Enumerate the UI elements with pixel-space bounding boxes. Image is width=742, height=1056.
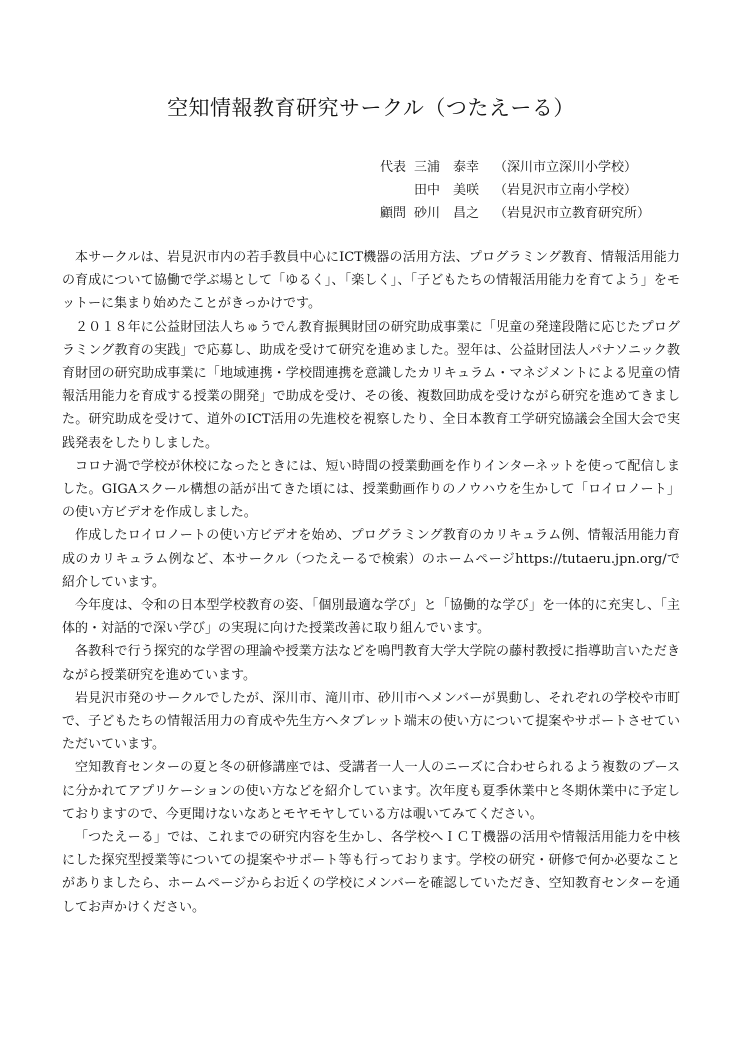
member-affiliation: （岩見沢市立教育研究所）	[494, 206, 651, 221]
paragraph-research-grants: ２０１８年に公益財団法人ちゅうでん教育振興財団の研究助成事業に「児童の発達段階に応じたプログラミング教育の実践」で応募し、助成を受けて研究を進めました。翌年は、公益財団法人パナソニック教育財団の研究助成事業に「地域連携・学校間連携を意識したカリキュラム・マネジメントによる児童の情報活用能力を育成する授業の開発」で助成を受け、その後、複数回助成を受けながら研究を進めてきました。研究助成を受けて、道外のICT活用の先進校を視察したり、全日本教育工学研究協議会全国大会で実践発表をしたりしました。	[62, 319, 680, 451]
paragraph-member-transfer: 岩見沢市発のサークルでしたが、深川市、滝川市、砂川市へメンバーが異動し、それぞれの学校や市町で、子どもたちの情報活用力の育成や先生方へタブレット端末の使い方について提案やサポートさせていただいています。	[62, 690, 680, 753]
member-affiliation: （深川市立深川小学校）	[494, 160, 638, 175]
paragraph-training-courses: 空知教育センターの夏と冬の研修講座では、受講者一人一人のニーズに合わせられるよう複数のブースに分かれてアプリケーションの使い方などを紹介しています。次年度も夏季休業中と冬期休業中に予定しておりますので、今更聞けないなあとモヤモヤしている方は覗いてみてください。	[62, 760, 680, 822]
paragraph-intro: 本サークルは、岩見沢市内の若手教員中心にICT機器の活用方法、プログラミング教育、情報活用能力の育成について協働で学ぶ場として「ゆるく」、「楽しく」、「子どもたちの情報活用能力を育てよう」をモットーに集まり始めたことがきっかけです。	[62, 250, 680, 312]
paragraph-support: 「つたえーる」では、これまでの研究内容を生かし、各学校へＩＣＴ機器の活用や情報活用能力を中核にした探究型授業等についての提案やサポート等も行っております。学校の研究・研修で何か必要なことがありましたら、ホームページからお近くの学校にメンバーを確認していただき、空知教育センターを通してお声かけください。	[62, 830, 680, 915]
member-row	[380, 179, 680, 202]
paragraph-homepage: 作成したロイロノートの使い方ビデオを始め、プログラミング教育のカリキュラム例、情報活用能力育成のカリキュラム例など、本サークル（つたえーるで検索）のホームページhttps://tutaeru.jpn.org/で紹介しています。	[62, 528, 680, 590]
member-role	[380, 179, 414, 202]
document-title: 空知情報教育研究サークル（つたえーる）	[167, 96, 575, 120]
member-role: 顧問	[380, 206, 407, 221]
paragraph-this-year: 今年度は、令和の日本型学校教育の姿、「個別最適な学び」と「協働的な学び」を一体的に充実し、「主体的・対話的で深い学び」の実現に向けた授業改善に取り組んでいます。	[62, 598, 680, 637]
member-name: 砂川 昌之	[414, 206, 480, 221]
member-affiliation: （岩見沢市立南小学校）	[494, 183, 638, 198]
member-row	[380, 202, 680, 225]
member-name: 田中 美咲	[414, 183, 480, 198]
member-row	[380, 156, 680, 179]
paragraph-covid-videos: コロナ渦で学校が休校になったときには、短い時間の授業動画を作りインターネットを使って配信しました。GIGAスクール構想の話が出てきた頃には、授業動画作りのノウハウを生かして「ロイロノート」の使い方ビデオを作成しました。	[62, 458, 680, 521]
member-role: 代表	[380, 160, 407, 175]
member-list	[380, 156, 680, 225]
member-name: 三浦 泰幸	[414, 160, 480, 175]
body-text	[62, 246, 680, 919]
paragraph-inquiry-learning: 各教科で行う探究的な学習の理論や授業方法などを鳴門教育大学大学院の藤村教授に指導助言いただきながら授業研究を進めています。	[62, 644, 680, 683]
